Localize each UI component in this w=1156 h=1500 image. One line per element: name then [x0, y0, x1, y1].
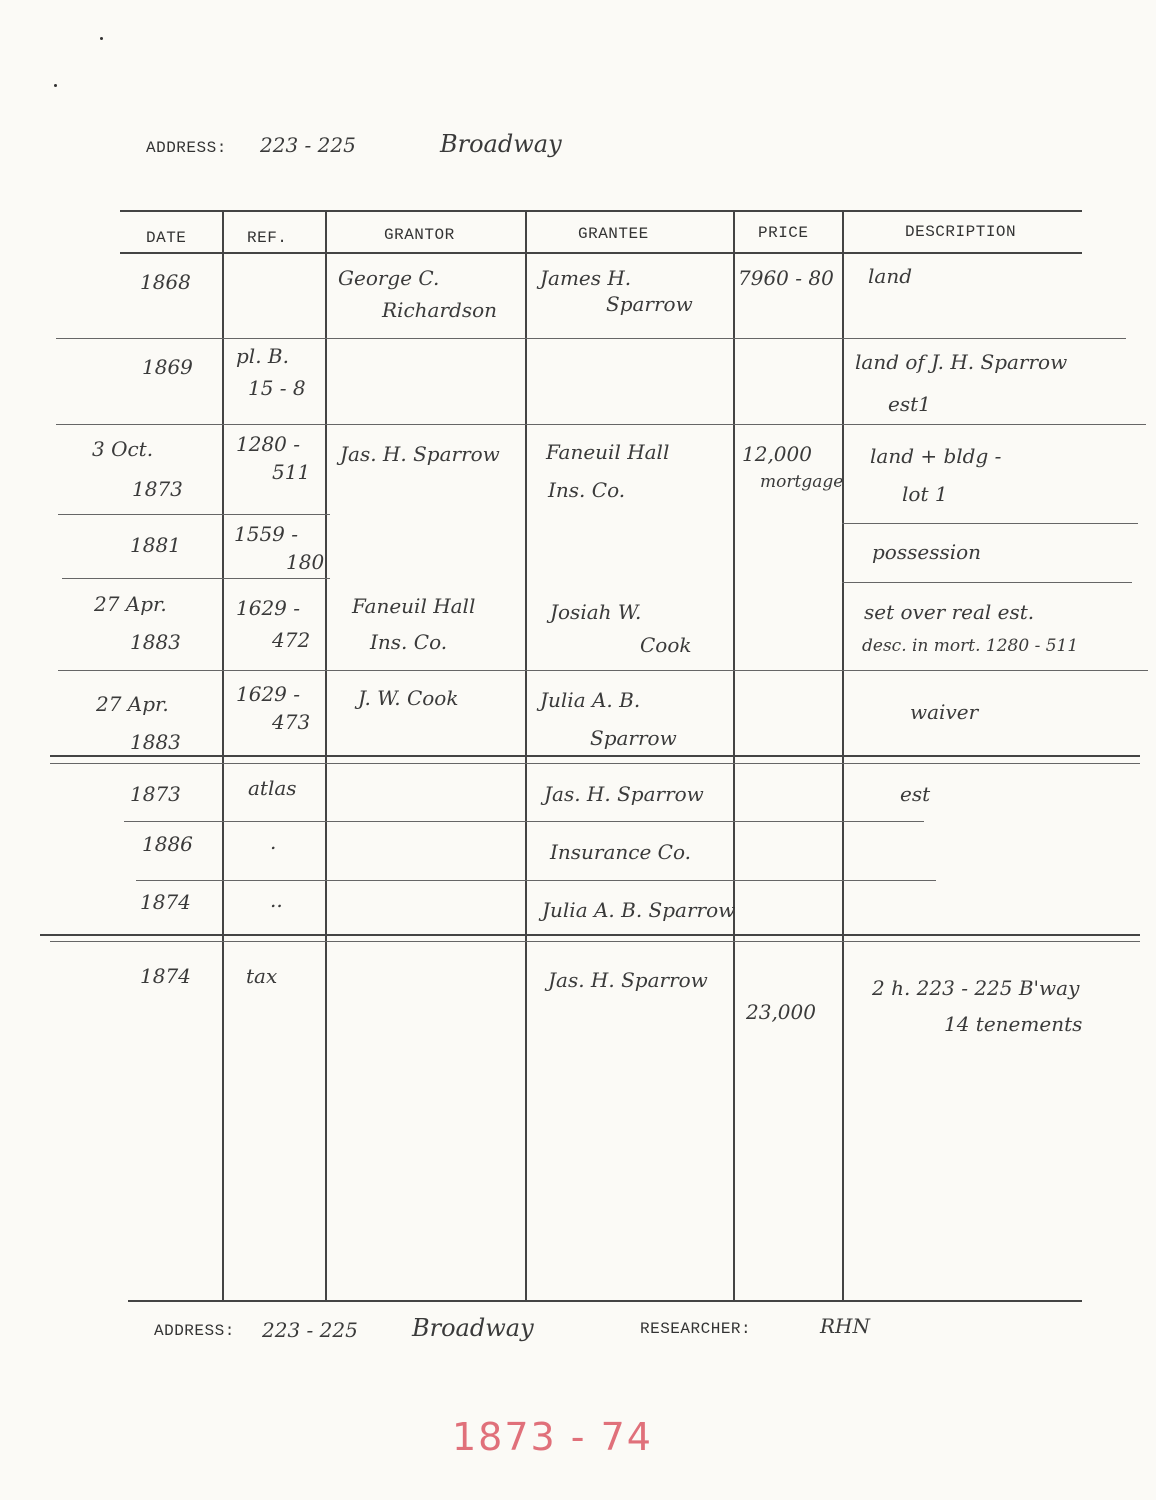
row-separator — [136, 880, 936, 881]
row-separator — [58, 514, 330, 515]
row-9-ref: .. — [270, 888, 283, 912]
footer-address-label: ADDRESS: — [154, 1322, 235, 1340]
col-header-date: DATE — [146, 229, 187, 247]
col-header-grantee: GRANTEE — [578, 225, 649, 243]
footer-researcher-label: RESEARCHER: — [640, 1320, 752, 1338]
row-8-grantee: Insurance Co. — [550, 840, 692, 864]
header-address-street: Broadway — [440, 130, 562, 158]
row-6-grantee-line-2: Sparrow — [590, 726, 677, 750]
row-2-description-line-2: est1 — [888, 392, 931, 416]
col-header-ref: REF. — [247, 229, 288, 247]
row-1-grantee-line-1: James H. — [540, 266, 632, 290]
row-3-price-note: mortgage — [760, 472, 844, 492]
table-bottom-border — [128, 1300, 1082, 1302]
row-5-ref-line-2: 472 — [272, 628, 311, 652]
row-3-date-line-1: 3 Oct. — [92, 437, 154, 461]
row-3-ref-line-2: 511 — [272, 460, 311, 484]
row-10-price: 23,000 — [746, 1000, 816, 1024]
year-range-annotation: 1873 - 74 — [452, 1415, 653, 1459]
row-6-date-line-1: 27 Apr. — [96, 692, 169, 716]
ink-dot — [100, 37, 103, 40]
footer-address-street: Broadway — [412, 1314, 534, 1342]
row-separator — [56, 424, 1146, 425]
row-7-ref: atlas — [248, 776, 297, 800]
row-5-description-line-2: desc. in mort. 1280 - 511 — [862, 636, 1079, 656]
row-separator — [842, 523, 1138, 524]
row-10-grantee: Jas. H. Sparrow — [548, 968, 708, 992]
row-5-date-line-1: 27 Apr. — [94, 592, 167, 616]
row-8-date: 1886 — [142, 832, 193, 856]
row-3-description-line-2: lot 1 — [902, 482, 948, 506]
row-3-grantee-line-2: Ins. Co. — [548, 478, 626, 502]
row-5-grantor-line-2: Ins. Co. — [370, 630, 448, 654]
row-separator — [842, 582, 1132, 583]
row-7-date: 1873 — [130, 782, 181, 806]
col-header-price: PRICE — [758, 224, 809, 242]
row-3-date-line-2: 1873 — [132, 477, 183, 501]
row-3-price: 12,000 — [742, 442, 812, 466]
footer-address-number: 223 - 225 — [262, 1318, 358, 1342]
row-3-grantee-line-1: Faneuil Hall — [546, 440, 670, 464]
section-divider — [50, 755, 1140, 757]
row-5-grantor-line-1: Faneuil Hall — [352, 594, 476, 618]
row-5-description-line-1: set over real est. — [864, 600, 1035, 624]
row-6-grantee-line-1: Julia A. B. — [540, 688, 641, 712]
row-5-grantee-line-1: Josiah W. — [550, 600, 642, 624]
row-6-description: waiver — [910, 700, 979, 724]
col-header-description: DESCRIPTION — [905, 223, 1017, 241]
row-separator — [124, 821, 924, 822]
row-6-ref-line-2: 473 — [272, 710, 311, 734]
row-separator — [58, 670, 1148, 671]
row-3-grantor: Jas. H. Sparrow — [340, 442, 500, 466]
row-8-ref: . — [270, 830, 277, 854]
row-separator — [62, 578, 330, 579]
row-9-date: 1874 — [140, 890, 191, 914]
row-6-date-line-2: 1883 — [130, 730, 181, 754]
row-2-ref-line-1: pl. B. — [236, 344, 289, 368]
row-separator — [56, 338, 1126, 339]
row-4-description: possession — [872, 540, 982, 564]
row-10-date: 1874 — [140, 964, 191, 988]
col-header-grantor: GRANTOR — [384, 226, 455, 244]
section-divider — [50, 763, 1140, 764]
row-10-description-line-1: 2 h. 223 - 225 B'way — [872, 976, 1080, 1000]
row-1-description: land — [868, 264, 913, 288]
row-5-ref-line-1: 1629 - — [236, 596, 301, 620]
row-5-date-line-2: 1883 — [130, 630, 181, 654]
col-divider — [222, 212, 224, 1302]
row-7-grantee: Jas. H. Sparrow — [544, 782, 704, 806]
row-7-description: est — [900, 782, 931, 806]
row-1-date: 1868 — [140, 270, 191, 294]
row-4-date: 1881 — [130, 533, 181, 557]
header-address-number: 223 - 225 — [260, 133, 356, 157]
row-10-description-line-2: 14 tenements — [944, 1012, 1083, 1036]
row-2-description-line-1: land of J. H. Sparrow — [855, 350, 1068, 374]
row-4-ref-line-2: 180 — [286, 550, 325, 574]
row-1-price: 7960 - 80 — [738, 266, 834, 290]
row-3-ref-line-1: 1280 - — [236, 432, 301, 456]
row-4-ref-line-1: 1559 - — [234, 522, 299, 546]
section-divider — [50, 941, 1140, 942]
section-divider — [40, 934, 1140, 936]
row-1-grantor-line-2: Richardson — [382, 298, 498, 322]
ink-dot — [54, 84, 57, 87]
row-3-description-line-1: land + bldg - — [870, 444, 1002, 468]
table-top-border — [120, 210, 1082, 212]
row-1-grantee-line-2: Sparrow — [606, 292, 693, 316]
row-1-grantor-line-1: George C. — [338, 266, 440, 290]
footer-researcher-value: RHN — [820, 1314, 870, 1338]
row-2-date: 1869 — [142, 355, 193, 379]
header-address-label: ADDRESS: — [146, 139, 227, 157]
row-6-ref-line-1: 1629 - — [236, 682, 301, 706]
row-5-grantee-line-2: Cook — [640, 633, 692, 657]
header-underline — [120, 252, 1082, 254]
row-10-ref: tax — [246, 964, 278, 988]
row-2-ref-line-2: 15 - 8 — [248, 376, 306, 400]
row-6-grantor: J. W. Cook — [358, 686, 459, 710]
row-9-grantee: Julia A. B. Sparrow — [542, 898, 736, 922]
